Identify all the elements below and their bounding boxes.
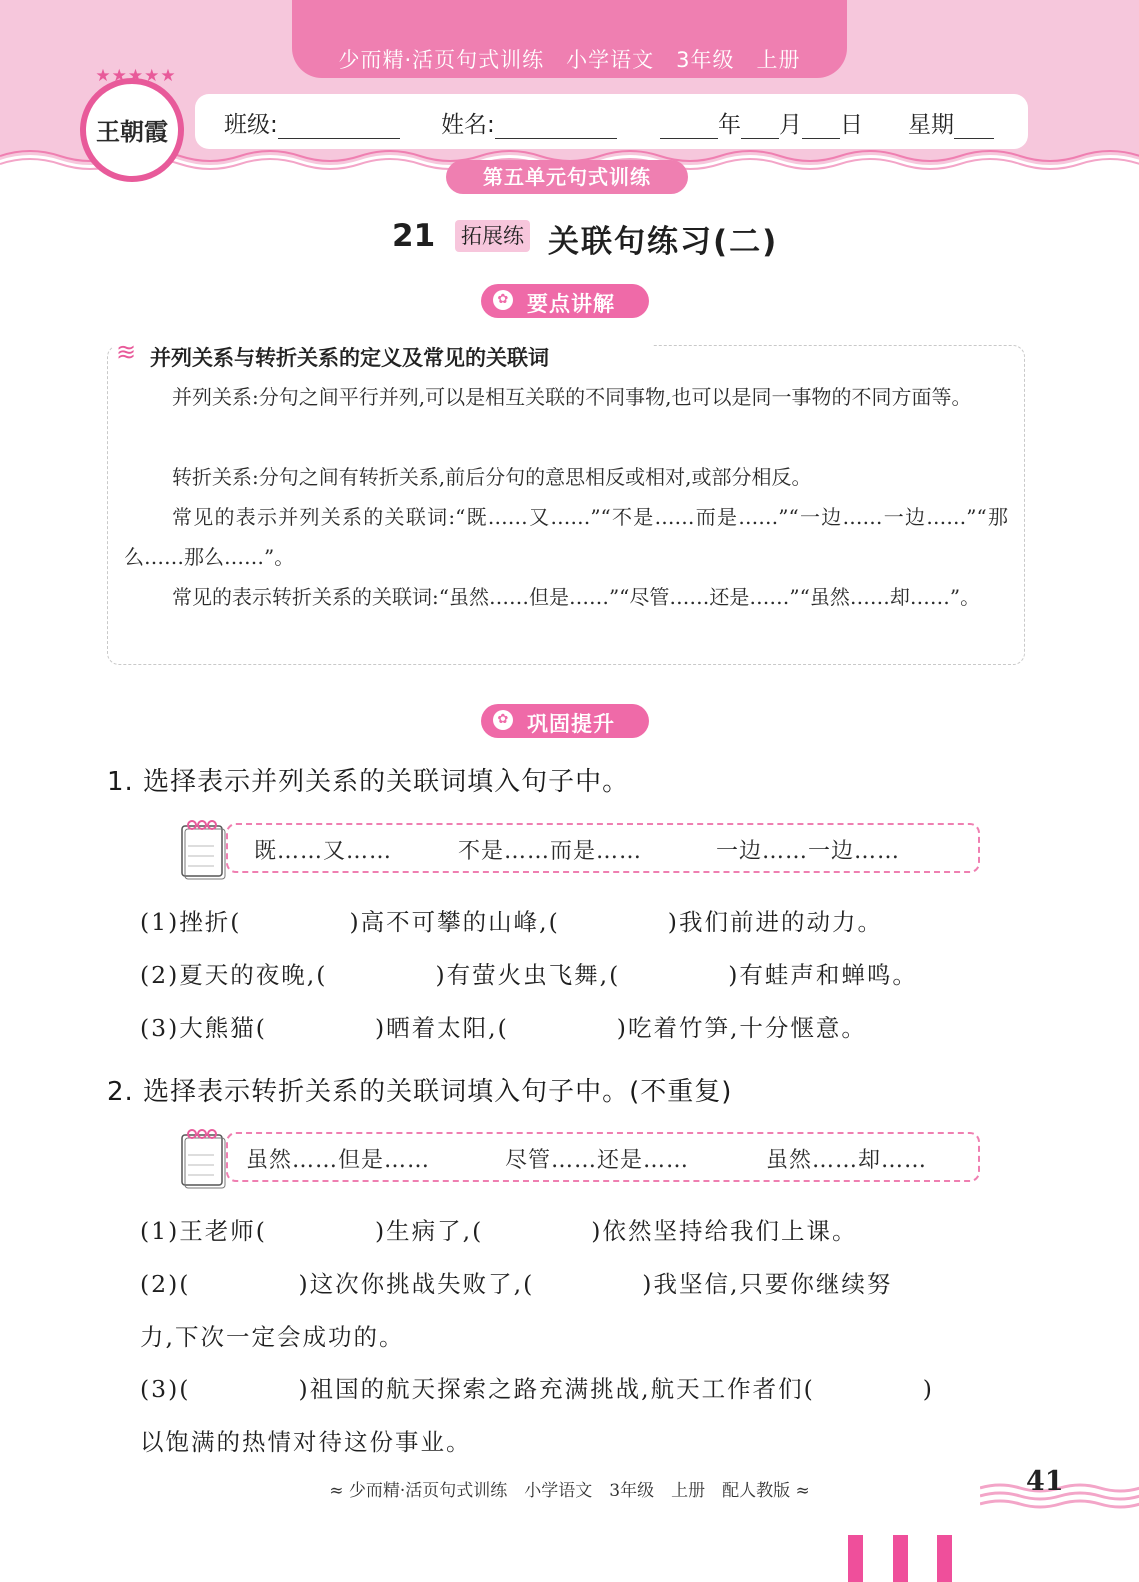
date-field[interactable] [660, 106, 863, 139]
sentence-part: )依然坚持给我们上课。 [591, 1217, 858, 1245]
question-1-item-1 [140, 903, 1030, 937]
weekday-label: 星期 [908, 112, 954, 138]
sentence-part: )有萤火虫飞舞,( [435, 961, 621, 989]
class-label: 班级: [224, 112, 278, 138]
key-points-label: 要点讲解 [527, 292, 615, 316]
key-point-paragraph: 常见的表示转折关系的关联词:“虽然……但是……”“尽管……还是……”“虽然……却……”。 [172, 585, 981, 609]
sentence-part: 力,下次一定会成功的。 [140, 1323, 405, 1351]
sentence-part: (3)( [140, 1375, 191, 1403]
edge-marker [848, 1535, 863, 1582]
key-point-paragraph: 常见的表示并列关系的关联词:“既……又……”“不是……而是……”“一边……一边……”“那么……那么……”。 [124, 505, 1008, 569]
question-2-item-3-cont [140, 1423, 1030, 1457]
key-point-paragraph: 转折关系:分句之间有转折关系,前后分句的意思相反或相对,或部分相反。 [172, 465, 812, 489]
sentence-part: )吃着竹笋,十分惬意。 [616, 1014, 867, 1042]
question-2-item-3 [140, 1370, 1030, 1404]
lesson-number: 21 [392, 218, 436, 254]
sentence-part: (1)王老师( [140, 1217, 267, 1245]
question-1-item-3 [140, 1009, 1030, 1043]
sentence-part: )高不可攀的山峰,( [349, 908, 560, 936]
sentence-part: )晒着太阳,( [374, 1014, 509, 1042]
word-option: 一边……一边…… [716, 839, 901, 864]
word-option: 不是……而是…… [458, 839, 643, 864]
sentence-part: (1)挫折( [140, 908, 242, 936]
sentence-part: (3)大熊猫( [140, 1014, 267, 1042]
day-label: 日 [840, 112, 863, 138]
question-2-item-1 [140, 1212, 1030, 1246]
name-field[interactable] [441, 106, 617, 139]
sentence-part: )生病了,( [374, 1217, 484, 1245]
question-2-item-2 [140, 1265, 1030, 1299]
practice-section-pill [481, 704, 649, 738]
sentence-part: (2)夏天的夜晚,( [140, 961, 328, 989]
month-blank[interactable] [741, 114, 779, 139]
page-number: 41 [1026, 1466, 1064, 1497]
question-1-item-2 [140, 956, 1030, 990]
footer-text: ≈ 少而精·活页句式训练 小学语文 3年级 上册 配人教版 ≈ [329, 1481, 810, 1501]
day-blank[interactable] [802, 114, 840, 139]
series-label: 少而精·活页句式训练 小学语文 3年级 上册 [338, 48, 801, 72]
weekday-blank[interactable] [954, 114, 994, 139]
sentence-part: 以饱满的热情对待这份事业。 [140, 1428, 472, 1456]
lesson-title: 关联句练习(二) [548, 224, 779, 260]
notepad-icon [178, 816, 228, 880]
sentence-part: (2)( [140, 1270, 191, 1298]
name-blank[interactable] [495, 114, 617, 139]
year-blank[interactable] [660, 114, 718, 139]
logo-stars-icon: ★★★★★ [95, 66, 177, 86]
question-1-title: 1. 选择表示并列关系的关联词填入句子中。 [107, 767, 630, 797]
class-blank[interactable] [278, 114, 400, 139]
word-option: 虽然……却…… [766, 1148, 928, 1173]
weekday-field[interactable] [908, 106, 994, 139]
name-label: 姓名: [441, 112, 495, 138]
year-label: 年 [718, 112, 741, 138]
word-option: 尽管……还是…… [505, 1148, 690, 1173]
lesson-tag: 拓展练 [455, 220, 530, 252]
medal-icon: ✿ [493, 710, 513, 730]
sentence-part: ) [922, 1375, 934, 1403]
practice-label: 巩固提升 [527, 712, 615, 736]
edge-marker [937, 1535, 952, 1582]
key-points-section-pill [481, 284, 649, 318]
sentence-part: )我坚信,只要你继续努 [642, 1270, 893, 1298]
key-points-heading: 并列关系与转折关系的定义及常见的关联词 [150, 346, 549, 370]
sentence-part: )有蛙声和蝉鸣。 [728, 961, 918, 989]
sentence-part: )我们前进的动力。 [667, 908, 883, 936]
word-option: 虽然……但是…… [246, 1148, 431, 1173]
class-field[interactable] [224, 106, 400, 139]
unit-label: 第五单元句式训练 [446, 160, 688, 194]
sentence-part: )这次你挑战失败了,( [298, 1270, 535, 1298]
sentence-part: )祖国的航天探索之路充满挑战,航天工作者们( [298, 1375, 815, 1403]
logo-text: 王朝霞 [96, 117, 168, 146]
key-point-paragraph: 并列关系:分句之间平行并列,可以是相互关联的不同事物,也可以是同一事物的不同方面等。 [172, 385, 972, 409]
medal-icon: ✿ [493, 290, 513, 310]
word-option: 既……又…… [254, 839, 393, 864]
question-2-title: 2. 选择表示转折关系的关联词填入句子中。(不重复) [107, 1077, 733, 1107]
month-label: 月 [779, 112, 802, 138]
wave-icon: ≋ [116, 338, 137, 366]
notepad-icon [178, 1125, 228, 1189]
question-2-item-2-cont [140, 1318, 1030, 1352]
edge-marker [893, 1535, 908, 1582]
